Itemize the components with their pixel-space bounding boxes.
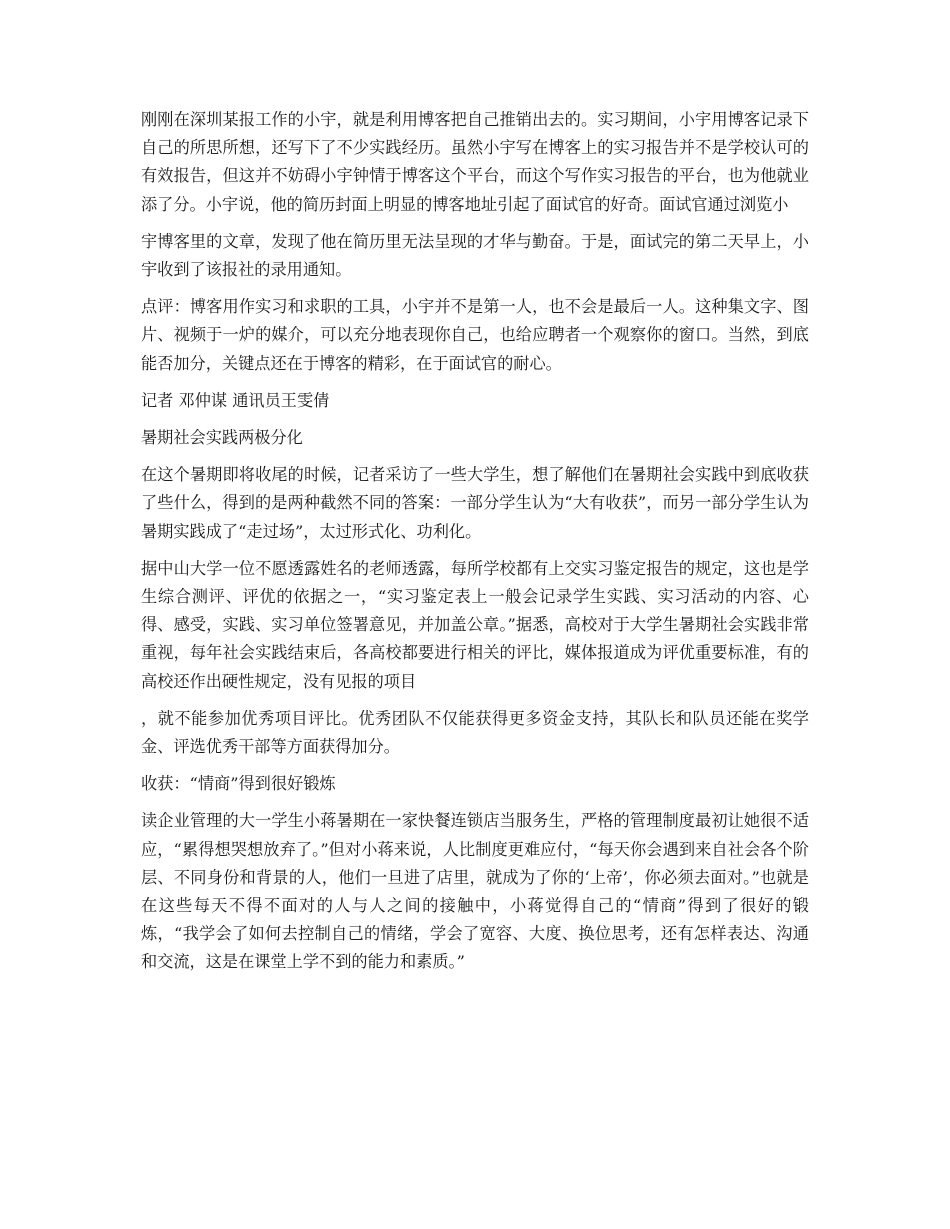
- paragraph: 刚刚在深圳某报工作的小宇，就是利用博客把自己推销出去的。实习期间，小宇用博客记录下自己的所思所想，还写下了不少实践经历。虽然小宇写在博客上的实习报告并不是学校认可的有效报告，但这并不妨碍小宇钟情于博客这个平台，而这个写作实习报告的平台，也为他就业添了分。小宇说，他的简历封面上明显的博客地址引起了面试官的好奇。面试官通过浏览小: [141, 110, 809, 214]
- paragraph: 宇博客里的文章，发现了他在简历里无法呈现的才华与勤奋。于是，面试完的第二天早上，小宇收到了该报社的录用通知。: [141, 231, 809, 280]
- paragraph: 点评：博客用作实习和求职的工具，小宇并不是第一人，也不会是最后一人。这种集文字、图片、视频于一炉的媒介，可以充分地表现你自己，也给应聘者一个观察你的窗口。当然，到底能否加分，关键点还在于博客的精彩，在于面试官的耐心。: [141, 297, 809, 373]
- document-body: [141, 106, 809, 986]
- paragraph: 据中山大学一位不愿透露姓名的老师透露，每所学校都有上交实习鉴定报告的规定，这也是学生综合测评、评优的依据之一，“实习鉴定表上一般会记录学生实践、实习活动的内容、心得、感受，实践、实习单位签署意见，并加盖公章。”据悉，高校对于大学生暑期社会实践非常重视，每年社会实践结束后，各高校都要进行相关的评比，媒体报道成为评优重要标准，有的高校还作出硬性规定，没有见报的项目: [141, 558, 809, 691]
- section-heading: 收获：“情商”得到很好锻炼: [141, 774, 336, 794]
- paragraph: 读企业管理的大一学生小蒋暑期在一家快餐连锁店当服务生，严格的管理制度最初让她很不适应，“累得想哭想放弃了。”但对小蒋来说，人比制度更难应付，“每天你会遇到来自社会各个阶层、不同身份和背景的人，他们一旦进了店里，就成为了你的‘上帝’，你必须去面对。”也就是在这些每天不得不面对的人与人之间的接触中，小蒋觉得自己的“情商”得到了很好的锻炼，“我学会了如何去控制自己的情绪，学会了宽容、大度、换位思考，还有怎样表达、沟通和交流，这是在课堂上学不到的能力和素质。”: [141, 811, 809, 972]
- paragraph: 在这个暑期即将收尾的时候，记者采访了一些大学生，想了解他们在暑期社会实践中到底收获了些什么，得到的是两种截然不同的答案：一部分学生认为“大有收获”，而另一部分学生认为暑期实践成了“走过场”，太过形式化、功利化。: [141, 465, 809, 541]
- section-heading: 暑期社会实践两极分化: [141, 428, 303, 448]
- paragraph: ，就不能参加优秀项目评比。优秀团队不仅能获得更多资金支持，其队长和队员还能在奖学金、评选优秀干部等方面获得加分。: [141, 708, 809, 757]
- byline: 记者 邓仲谋 通讯员王雯倩: [141, 390, 330, 410]
